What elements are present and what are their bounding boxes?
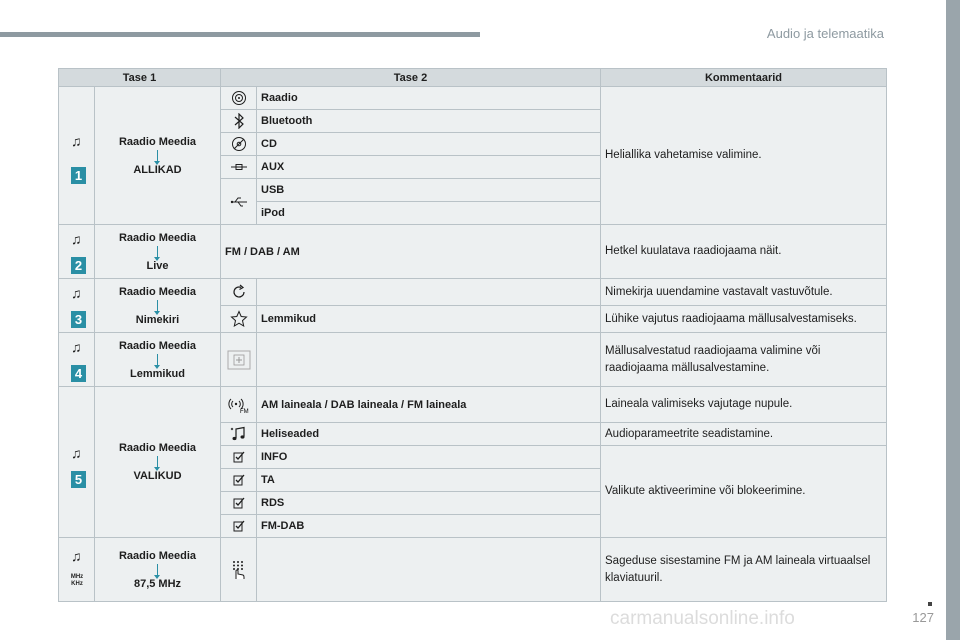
path-bottom: Live [146,259,169,272]
level2-label: INFO [257,446,601,469]
checkbox-icon [221,492,257,515]
group4-comment: Mällusalvestatud raadiojaama valimine või raadiojaama mällusalvestamine. [601,333,887,387]
group5-path [95,387,221,538]
path-bottom: VALIKUD [133,470,182,482]
level2-label: Heliseaded [257,423,601,446]
usb-icon [221,179,257,225]
header-level2: Tase 2 [221,69,601,87]
table-row [59,538,887,602]
unit-khz: KHz [71,581,83,587]
checkbox-icon [221,469,257,492]
arrow-down-icon [157,300,158,312]
level2-label: RDS [257,492,601,515]
group2-icon-cell [59,225,95,279]
watermark: carmanualsonline.info [610,608,795,629]
music-note-icon: ♫ [71,339,82,355]
path-bottom: ALLIKAD [133,163,182,176]
level2-label: TA [257,469,601,492]
arrow-down-icon [157,246,158,258]
level2-label: Raadio [257,87,601,110]
unit-mhz: MHz [70,574,84,580]
menu-table [58,68,887,602]
page-number: 127 [912,610,934,625]
sound-settings-icon [221,423,257,446]
refresh-icon [221,279,257,306]
level2-label: CD [257,133,601,156]
table-header-row [59,69,887,87]
add-preset-icon [221,333,257,387]
group1-path [95,87,221,225]
checkbox-icon [221,515,257,538]
group5-comment-band: Laineala valimiseks vajutage nupule. [601,387,887,423]
music-note-icon: ♫ [71,133,82,149]
header-bar [0,32,480,37]
path-top: Raadio Meedia [118,285,197,298]
arrow-down-icon [157,456,158,468]
fm-wave-icon [221,387,257,423]
cd-icon [221,133,257,156]
group1-comment: Heliallika vahetamise valimine. [601,87,887,225]
path-top: Raadio Meedia [118,339,197,352]
level2-label: AUX [257,156,601,179]
table-row [59,87,887,110]
group1-icon-cell [59,87,95,225]
path-top: Raadio Meedia [118,549,197,562]
arrow-down-icon [157,150,158,162]
badge-3: 3 [71,311,86,328]
group3-path [95,279,221,333]
path-bottom: 87,5 MHz [133,577,182,590]
path-top: Raadio Meedia [118,442,197,454]
music-note-icon: ♫ [71,445,82,461]
level2-label: Bluetooth [257,110,601,133]
aux-icon [221,156,257,179]
group4-icon-cell [59,333,95,387]
music-note-icon: ♫ [71,231,82,247]
arrow-down-icon [157,564,158,576]
header-comment: Kommentaarid [601,69,887,87]
bluetooth-icon [221,110,257,133]
group5-comment-sound: Audioparameetrite seadistamine. [601,423,887,446]
checkbox-icon [221,446,257,469]
group3-comment-favorites: Lühike vajutus raadiojaama mällusalvestamiseks. [601,306,887,333]
badge-2: 2 [71,257,86,274]
level2-label: FM / DAB / AM [221,225,601,279]
path-bottom: Lemmikud [129,367,185,380]
level2-label: AM laineala / DAB laineala / FM laineala [257,387,601,423]
group6-path [95,538,221,602]
level2-label: USB [257,179,601,202]
mhz-khz-icon [59,574,95,588]
side-stripe [946,0,960,640]
table-row [59,279,887,306]
group2-path [95,225,221,279]
music-note-icon: ♫ [71,548,82,564]
table-row [59,387,887,423]
svg-text:FM: FM [239,408,249,414]
group3-comment-refresh: Nimekirja uuendamine vastavalt vastuvõtule. [601,279,887,306]
group5-icon-cell [59,387,95,538]
group2-comment: Hetkel kuulatava raadiojaama näit. [601,225,887,279]
badge-4: 4 [71,365,86,382]
empty-cell [257,333,601,387]
group6-icon-cell [59,538,95,602]
arrow-down-icon [157,354,158,366]
group5-comment-options: Valikute aktiveerimine või blokeerimine. [601,446,887,538]
path-top: Raadio Meedia [118,231,197,244]
header-level1: Tase 1 [59,69,221,87]
star-icon [221,306,257,333]
group6-comment: Sageduse sisestamine FM ja AM laineala virtuaalsel klaviatuuril. [601,538,887,602]
group3-icon-cell [59,279,95,333]
path-top: Raadio Meedia [118,135,197,148]
table-row [59,333,887,387]
radio-icon [221,87,257,110]
empty-cell [257,538,601,602]
section-title: Audio ja telemaatika [766,26,884,41]
table-row [59,225,887,279]
level2-label: Lemmikud [257,306,601,333]
group4-path [95,333,221,387]
level2-label: iPod [257,202,601,225]
path-bottom: Nimekiri [135,313,180,326]
page-dot [928,602,932,606]
badge-5: 5 [71,471,86,488]
music-note-icon: ♫ [71,285,82,301]
level2-label [257,279,601,306]
keypad-icon [221,538,257,602]
level2-label: FM-DAB [257,515,601,538]
badge-1: 1 [71,167,86,184]
